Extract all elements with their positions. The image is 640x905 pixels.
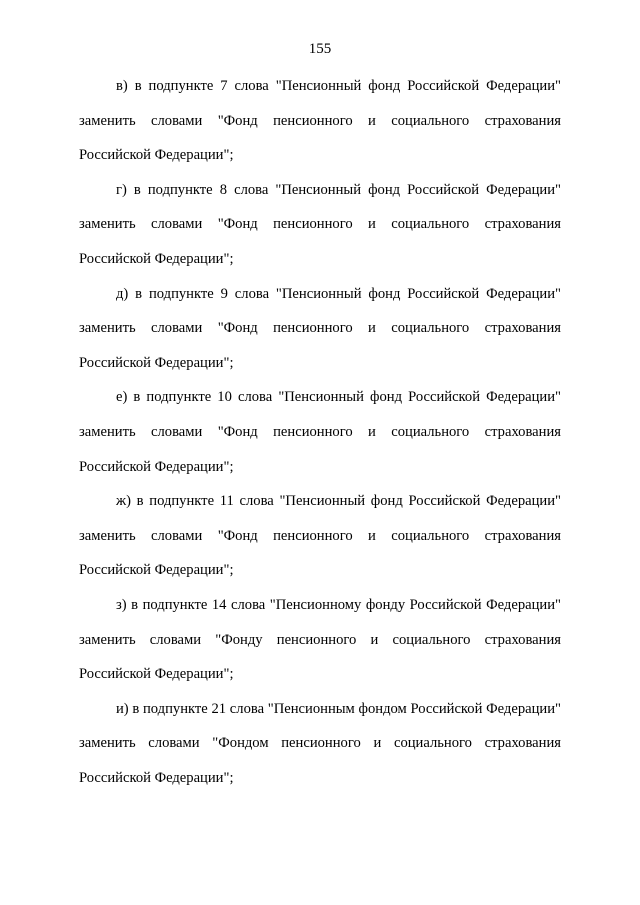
paragraph-item-z: з) в подпункте 14 слова "Пенсионному фонду Российской Федерации" заменить словами "Фонду пенсионного и социального страхования Российской Федерации";: [79, 596, 561, 683]
paragraph-item-g: г) в подпункте 8 слова "Пенсионный фонд Российской Федерации" заменить словами "Фонд пенсионного и социального страхования Российской Федерации";: [79, 181, 561, 267]
page-number: 155: [308, 41, 332, 57]
paragraph-item-zh: ж) в подпункте 11 слова "Пенсионный фонд Российской Федерации" заменить словами "Фонд пенсионного и социального страхования Российской Федерации";: [79, 493, 561, 579]
paragraph-item-d: д) в подпункте 9 слова "Пенсионный фонд Российской Федерации" заменить словами "Фонд пенсионного и социального страхования Российской Федерации";: [79, 285, 561, 371]
paragraph-item-i: и) в подпункте 21 слова "Пенсионным фондом Российской Федерации" заменить словами "Фондом пенсионного и социального страхования Российской Федерации";: [79, 700, 561, 786]
paragraph-item-v: в) в подпункте 7 слова "Пенсионный фонд Российской Федерации" заменить словами "Фонд пенсионного и социального страхования Российской Федерации";: [79, 78, 561, 164]
document-body: [79, 69, 561, 795]
paragraph-item-e: е) в подпункте 10 слова "Пенсионный фонд Российской Федерации" заменить словами "Фонд пенсионного и социального страхования Российской Федерации";: [79, 389, 561, 475]
